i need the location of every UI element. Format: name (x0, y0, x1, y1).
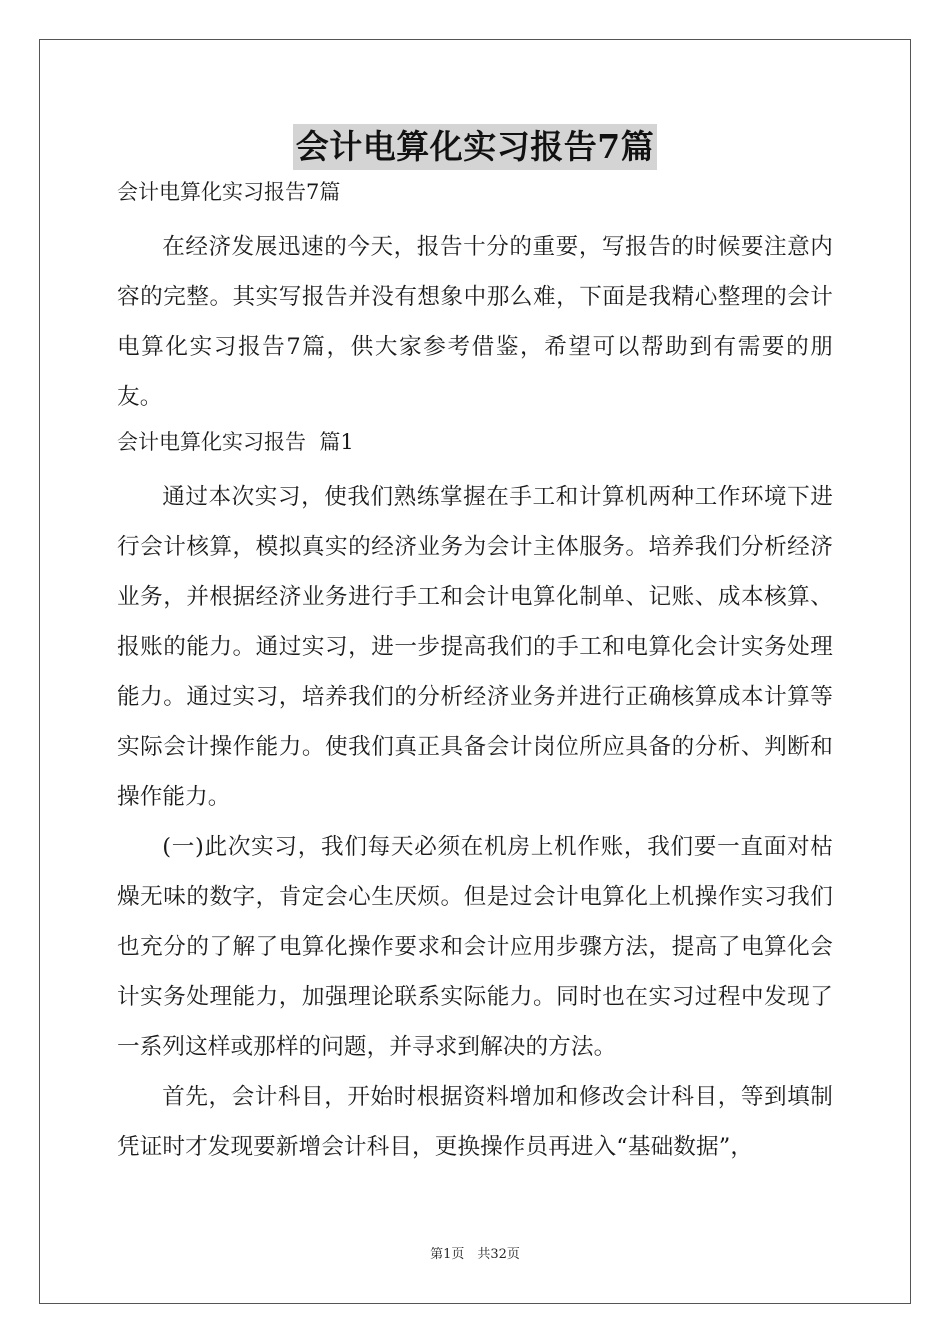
spacer (117, 206, 833, 222)
document-subtitle: 会计电算化实习报告7篇 (117, 180, 341, 204)
body-paragraph-3: 首先，会计科目，开始时根据资料增加和修改会计科目，等到填制凭证时才发现要新增会计科目，更换操作员再进入“基础数据”， (117, 1084, 833, 1160)
body-paragraph-2: (一)此次实习，我们每天必须在机房上机作账，我们要一直面对枯燥无味的数字，肯定会心生厌烦。但是过会计电算化上机操作实习我们也充分的了解了电算化操作要求和会计应用步骤方法，提高了电算化会计实务处理能力，加强理论联系实际能力。同时也在实习过程中发现了一系列这样或那样的问题，并寻求到解决的方法。 (117, 834, 833, 1060)
title-wrap (0, 124, 950, 170)
page-footer (0, 1246, 950, 1264)
body-paragraph-1: 通过本次实习，使我们熟练掌握在手工和计算机两种工作环境下进行会计核算，模拟真实的经济业务为会计主体服务。培养我们分析经济业务，并根据经济业务进行手工和会计电算化制单、记账、成本核算、报账的能力。通过实习，进一步提高我们的手工和电算化会计实务处理能力。通过实习，培养我们的分析经济业务并进行正确核算成本计算等实际会计操作能力。使我们真正具备会计岗位所应具备的分析、判断和操作能力。 (117, 484, 833, 810)
spacer (117, 456, 833, 472)
page-number: 第1页 共32页 (430, 1247, 520, 1262)
document-title: 会计电算化实习报告7篇 (293, 124, 657, 170)
intro-paragraph: 在经济发展迅速的今天，报告十分的重要，写报告的时候要注意内容的完整。其实写报告并没有想象中那么难，下面是我精心整理的会计电算化实习报告7篇，供大家参考借鉴，希望可以帮助到有需要的朋友。 (117, 234, 833, 410)
document-body (117, 178, 833, 1172)
section-heading: 会计电算化实习报告 篇1 (117, 430, 354, 454)
